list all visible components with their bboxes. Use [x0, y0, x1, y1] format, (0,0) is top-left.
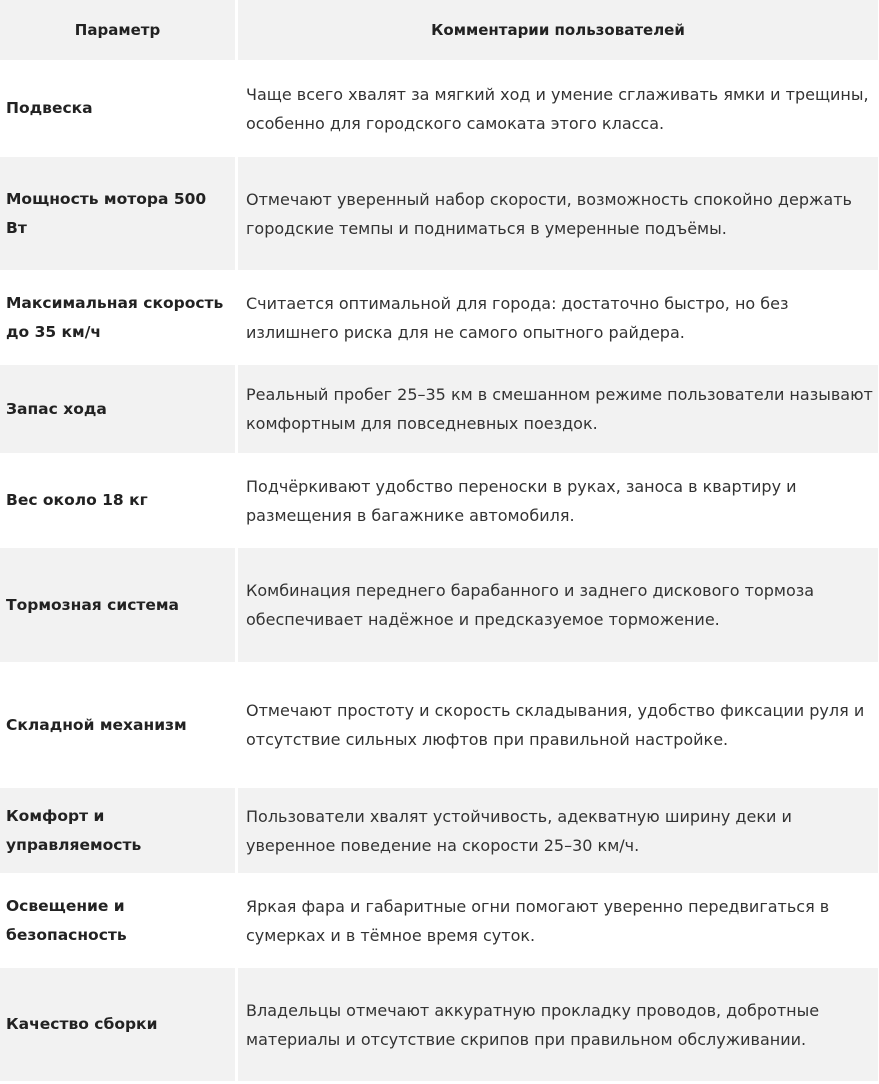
row-comment: Отмечают простоту и скорость складывания, удобство фиксации руля и отсутствие сильных люфтов при правильной настройке. [238, 665, 878, 785]
row-comment: Отмечают уверенный набор скорости, возможность спокойно держать городские темпы и подниматься в умеренные подъёмы. [238, 157, 878, 270]
row-param: Вес около 18 кг [0, 456, 235, 545]
row-comment: Владельцы отмечают аккуратную прокладку проводов, добротные материалы и отсутствие скрипов при правильном обслуживании. [238, 968, 878, 1081]
row-param: Мощность мотора 500 Вт [0, 157, 235, 270]
row-comment: Пользователи хвалят устойчивость, адекватную ширину деки и уверенное поведение на скорости 25–30 км/ч. [238, 788, 878, 873]
table-row [0, 788, 878, 873]
row-param: Тормозная система [0, 548, 235, 662]
row-param: Запас хода [0, 365, 235, 453]
row-param: Комфорт и управляемость [0, 788, 235, 873]
table-row [0, 157, 878, 270]
table-row [0, 456, 878, 545]
row-comment: Считается оптимальной для города: достаточно быстро, но без излишнего риска для не самого опытного райдера. [238, 273, 878, 362]
table-row [0, 665, 878, 785]
row-comment: Комбинация переднего барабанного и заднего дискового тормоза обеспечивает надёжное и предсказуемое торможение. [238, 548, 878, 662]
row-param: Складной механизм [0, 665, 235, 785]
row-comment: Подчёркивают удобство переноски в руках, заноса в квартиру и размещения в багажнике автомобиля. [238, 456, 878, 545]
table-row [0, 876, 878, 965]
table-row [0, 63, 878, 154]
row-comment: Реальный пробег 25–35 км в смешанном режиме пользователи называют комфортным для повседневных поездок. [238, 365, 878, 453]
row-comment: Чаще всего хвалят за мягкий ход и умение сглаживать ямки и трещины, особенно для городского самоката этого класса. [238, 63, 878, 154]
row-comment: Яркая фара и габаритные огни помогают уверенно передвигаться в сумерках и в тёмное время суток. [238, 876, 878, 965]
table-header-row [0, 0, 878, 60]
row-param: Подвеска [0, 63, 235, 154]
header-param: Параметр [0, 0, 235, 60]
row-param: Максимальная скорость до 35 км/ч [0, 273, 235, 362]
row-param: Качество сборки [0, 968, 235, 1081]
table-row [0, 968, 878, 1081]
table-row [0, 273, 878, 362]
header-comment: Комментарии пользователей [238, 0, 878, 60]
row-param: Освещение и безопасность [0, 876, 235, 965]
table-row [0, 365, 878, 453]
table-row [0, 548, 878, 662]
